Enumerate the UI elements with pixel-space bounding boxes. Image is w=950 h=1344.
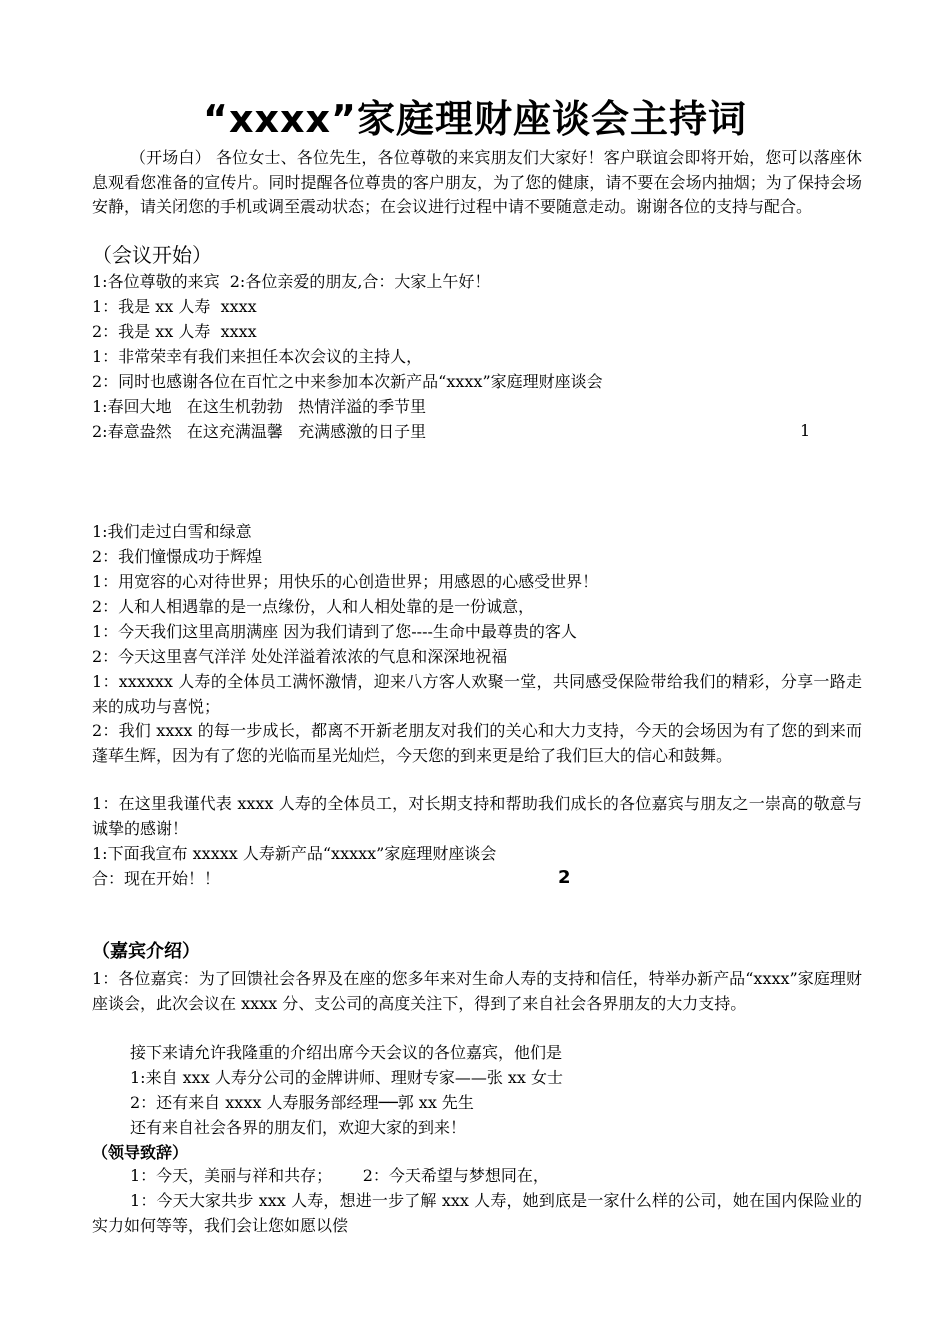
text-line: 1：今天我们这里高朋满座 因为我们请到了您----生命中最尊贵的客人 — [92, 622, 577, 641]
text-line: 1:我们走过白雪和绿意 — [92, 522, 252, 541]
text-line: 2:春意盎然 在这充满温馨 充满感激的日子里 — [92, 422, 427, 441]
text-line: 接下来请允许我隆重的介绍出席今天会议的各位嘉宾，他们是 — [130, 1043, 563, 1062]
text-line: 2：我们憧憬成功于辉煌 — [92, 547, 263, 566]
text-line: 合：现在开始！！ — [92, 869, 221, 888]
text-line: 1：我是 xx 人寿 xxxx — [92, 297, 257, 316]
section-heading-leader-speech: （领导致辞） — [92, 1143, 189, 1162]
text-line: 2：还有来自 xxxx 人寿服务部经理──郭 xx 先生 — [130, 1093, 474, 1112]
text-line: 1:来自 xxx 人寿分公司的金牌讲师、理财专家——张 xx 女士 — [130, 1068, 564, 1087]
text-line: 2：今天这里喜气洋洋 处处洋溢着浓浓的气息和深深地祝福 — [92, 647, 508, 666]
text-line: 2：同时也感谢各位在百忙之中来参加本次新产品“xxxx”家庭理财座谈会 — [92, 372, 603, 391]
text-line: 1:下面我宣布 xxxxx 人寿新产品“xxxxx”家庭理财座谈会 — [92, 844, 497, 863]
text-line: 还有来自社会各界的朋友们，欢迎大家的到来！ — [130, 1118, 467, 1137]
text-line: 1：今天，美丽与祥和共存； 2：今天希望与梦想同在， — [130, 1166, 549, 1185]
paragraph: 1：xxxxxx 人寿的全体员工满怀激情，迎来八方客人欢聚一堂，共同感受保险带给我们的精彩，分享一路走来的成功与喜悦； — [92, 672, 862, 716]
paragraph: 2：我们 xxxx 的每一步成长，都离不开新老朋友对我们的关心和大力支持，今天的会场因为有了您的到来而蓬荜生辉，因为有了您的光临而星光灿烂，今天您的到来更是给了我们巨大的信心和鼓舞。 — [92, 721, 862, 765]
document-title: “xxxx”家庭理财座谈会主持词 — [203, 97, 747, 141]
section-heading-guests: （嘉宾介绍） — [92, 941, 200, 962]
paragraph: 1：今天大家共步 xxx 人寿，想进一步了解 xxx 人寿，她到底是一家什么样的公司，她在国内保险业的实力如何等等，我们会让您如愿以偿 — [92, 1191, 862, 1235]
text-line: 1：非常荣幸有我们来担任本次会议的主持人， — [92, 347, 423, 366]
text-line: 2：人和人相遇靠的是一点缘份，人和人相处靠的是一份诚意， — [92, 597, 535, 616]
text-line: 1:各位尊敬的来宾 2:各位亲爱的朋友,合：大家上午好！ — [92, 272, 491, 291]
text-line: 2：我是 xx 人寿 xxxx — [92, 322, 257, 341]
section-heading-meeting-start: （会议开始） — [92, 243, 212, 267]
paragraph: 1：各位嘉宾：为了回馈社会各界及在座的您多年来对生命人寿的支持和信任，特举办新产品“xxxx”家庭理财座谈会，此次会议在 xxxx 分、支公司的高度关注下，得到了来自社会各界朋友的大力支持。 — [92, 969, 862, 1013]
paragraph: 1：在这里我谨代表 xxxx 人寿的全体员工，对长期支持和帮助我们成长的各位嘉宾与朋友之一崇高的敬意与诚挚的感谢！ — [92, 794, 862, 838]
text-line: 1：用宽容的心对待世界；用快乐的心创造世界；用感恩的心感受世界！ — [92, 572, 599, 591]
page-number: 1 — [800, 421, 811, 440]
text-line: 1:春回大地 在这生机勃勃 热情洋溢的季节里 — [92, 397, 427, 416]
page-number: 2 — [558, 867, 571, 888]
opening-paragraph: （开场白） 各位女士、各位先生，各位尊敬的来宾朋友们大家好！客户联谊会即将开始，您可以落座休息观看您准备的宣传片。同时提醒各位尊贵的客户朋友，为了您的健康，请不要在会场内抽烟；为了保持会场安静，请关闭您的手机或调至震动状态；在会议进行过程中请不要随意走动。谢谢各位的支持与配合。 — [92, 148, 862, 216]
